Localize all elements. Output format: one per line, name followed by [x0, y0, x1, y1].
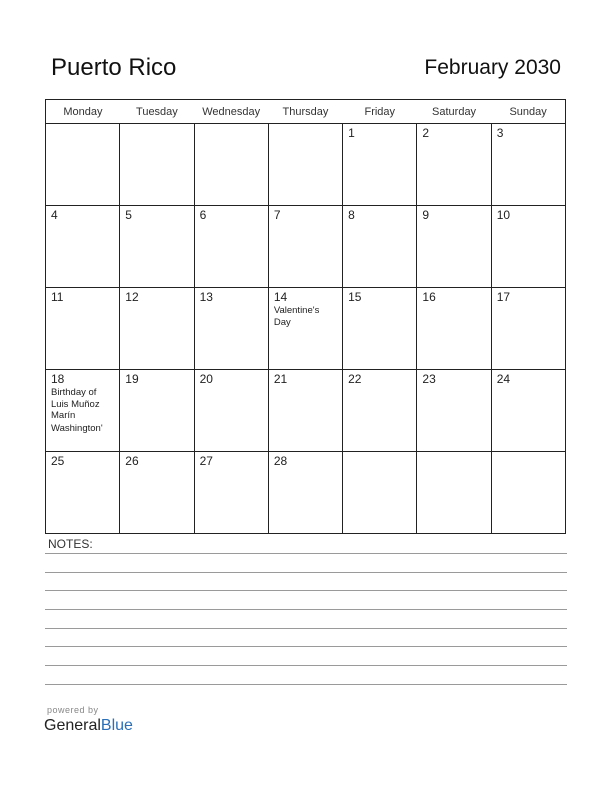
day-number: 8: [348, 208, 355, 222]
note-line: [45, 665, 567, 666]
day-number: 7: [273, 208, 281, 222]
day-number: 26: [125, 454, 139, 468]
notes-label: NOTES:: [48, 537, 93, 551]
day-cell: [194, 370, 268, 452]
day-number: 23: [422, 372, 436, 386]
day-cell: [46, 124, 120, 206]
day-number: 28: [273, 454, 288, 468]
day-number: 5: [125, 208, 132, 222]
note-line: [45, 684, 567, 685]
day-cell: [417, 370, 491, 452]
week-row: [46, 288, 566, 370]
note-line: [45, 646, 567, 647]
note-line: [45, 590, 567, 591]
day-cell: [343, 452, 417, 534]
day-cell: [46, 452, 120, 534]
week-row: [46, 452, 566, 534]
day-cell: [120, 370, 194, 452]
note-line: [45, 572, 567, 573]
day-cell: [268, 288, 342, 370]
day-number: 10: [496, 208, 511, 222]
day-cell: [46, 370, 120, 452]
day-cell: [194, 124, 268, 206]
day-number: 6: [199, 208, 207, 222]
day-cell: [120, 452, 194, 534]
weekday-header: Thursday: [268, 100, 342, 124]
day-number: 12: [125, 290, 139, 304]
day-cell: [268, 370, 342, 452]
week-row: [46, 206, 566, 288]
day-cell: [417, 206, 491, 288]
holiday-event: Washington': [51, 422, 103, 434]
brand-logo: [44, 717, 133, 735]
country-title: Puerto Rico: [51, 54, 177, 81]
day-number: 3: [496, 126, 504, 140]
day-number: 24: [496, 372, 511, 386]
day-number: 9: [422, 208, 430, 222]
day-number: 11: [51, 290, 64, 304]
day-cell: [343, 370, 417, 452]
day-cell: [120, 206, 194, 288]
day-number: 14: [273, 290, 288, 304]
day-cell: [268, 452, 342, 534]
day-number: 15: [348, 290, 362, 304]
day-cell: [120, 124, 194, 206]
day-number: 22: [348, 372, 362, 386]
day-cell: [491, 370, 565, 452]
day-cell: [417, 288, 491, 370]
day-cell: [46, 206, 120, 288]
day-cell: [417, 124, 491, 206]
holiday-event: Valentine's Day: [273, 305, 320, 328]
day-number: 19: [125, 372, 139, 386]
note-line: [45, 609, 567, 610]
day-number: 1: [348, 126, 355, 140]
week-row: [46, 124, 566, 206]
weekday-header: Monday: [46, 100, 120, 124]
powered-by-text: powered by: [47, 705, 99, 715]
weekday-header: Sunday: [491, 100, 565, 124]
weekday-header: Friday: [343, 100, 417, 124]
day-cell: [194, 288, 268, 370]
day-number: 21: [273, 372, 288, 386]
day-number: 17: [496, 290, 511, 304]
day-cell: [343, 288, 417, 370]
day-number: 27: [199, 454, 213, 468]
note-line: [45, 628, 567, 629]
day-number: 25: [51, 454, 65, 468]
day-cell: [194, 452, 268, 534]
weekday-header-row: [46, 100, 566, 124]
day-cell: [268, 124, 342, 206]
day-number: 16: [422, 290, 436, 304]
month-year-title: February 2030: [424, 56, 561, 79]
day-cell: [343, 206, 417, 288]
calendar-grid: [45, 99, 566, 534]
day-cell: [491, 452, 565, 534]
day-cell: [343, 124, 417, 206]
day-cell: [491, 288, 565, 370]
day-cell: [46, 288, 120, 370]
weekday-header: Saturday: [417, 100, 491, 124]
day-number: 13: [199, 290, 213, 304]
day-number: 4: [51, 208, 58, 222]
day-cell: [417, 452, 491, 534]
weekday-header: Tuesday: [120, 100, 194, 124]
week-row: [46, 370, 566, 452]
holiday-event: Birthday of Luis Muñoz Marín: [51, 387, 100, 421]
day-cell: [194, 206, 268, 288]
note-line: [45, 553, 567, 554]
brand-general-text: General: [44, 717, 101, 734]
day-cell: [491, 124, 565, 206]
day-number: 2: [422, 126, 430, 140]
day-number: 18: [51, 372, 65, 386]
day-cell: [268, 206, 342, 288]
day-cell: [120, 288, 194, 370]
day-cell: [491, 206, 565, 288]
weekday-header: Wednesday: [194, 100, 268, 124]
day-number: 20: [199, 372, 213, 386]
brand-blue-text: Blue: [100, 717, 133, 734]
